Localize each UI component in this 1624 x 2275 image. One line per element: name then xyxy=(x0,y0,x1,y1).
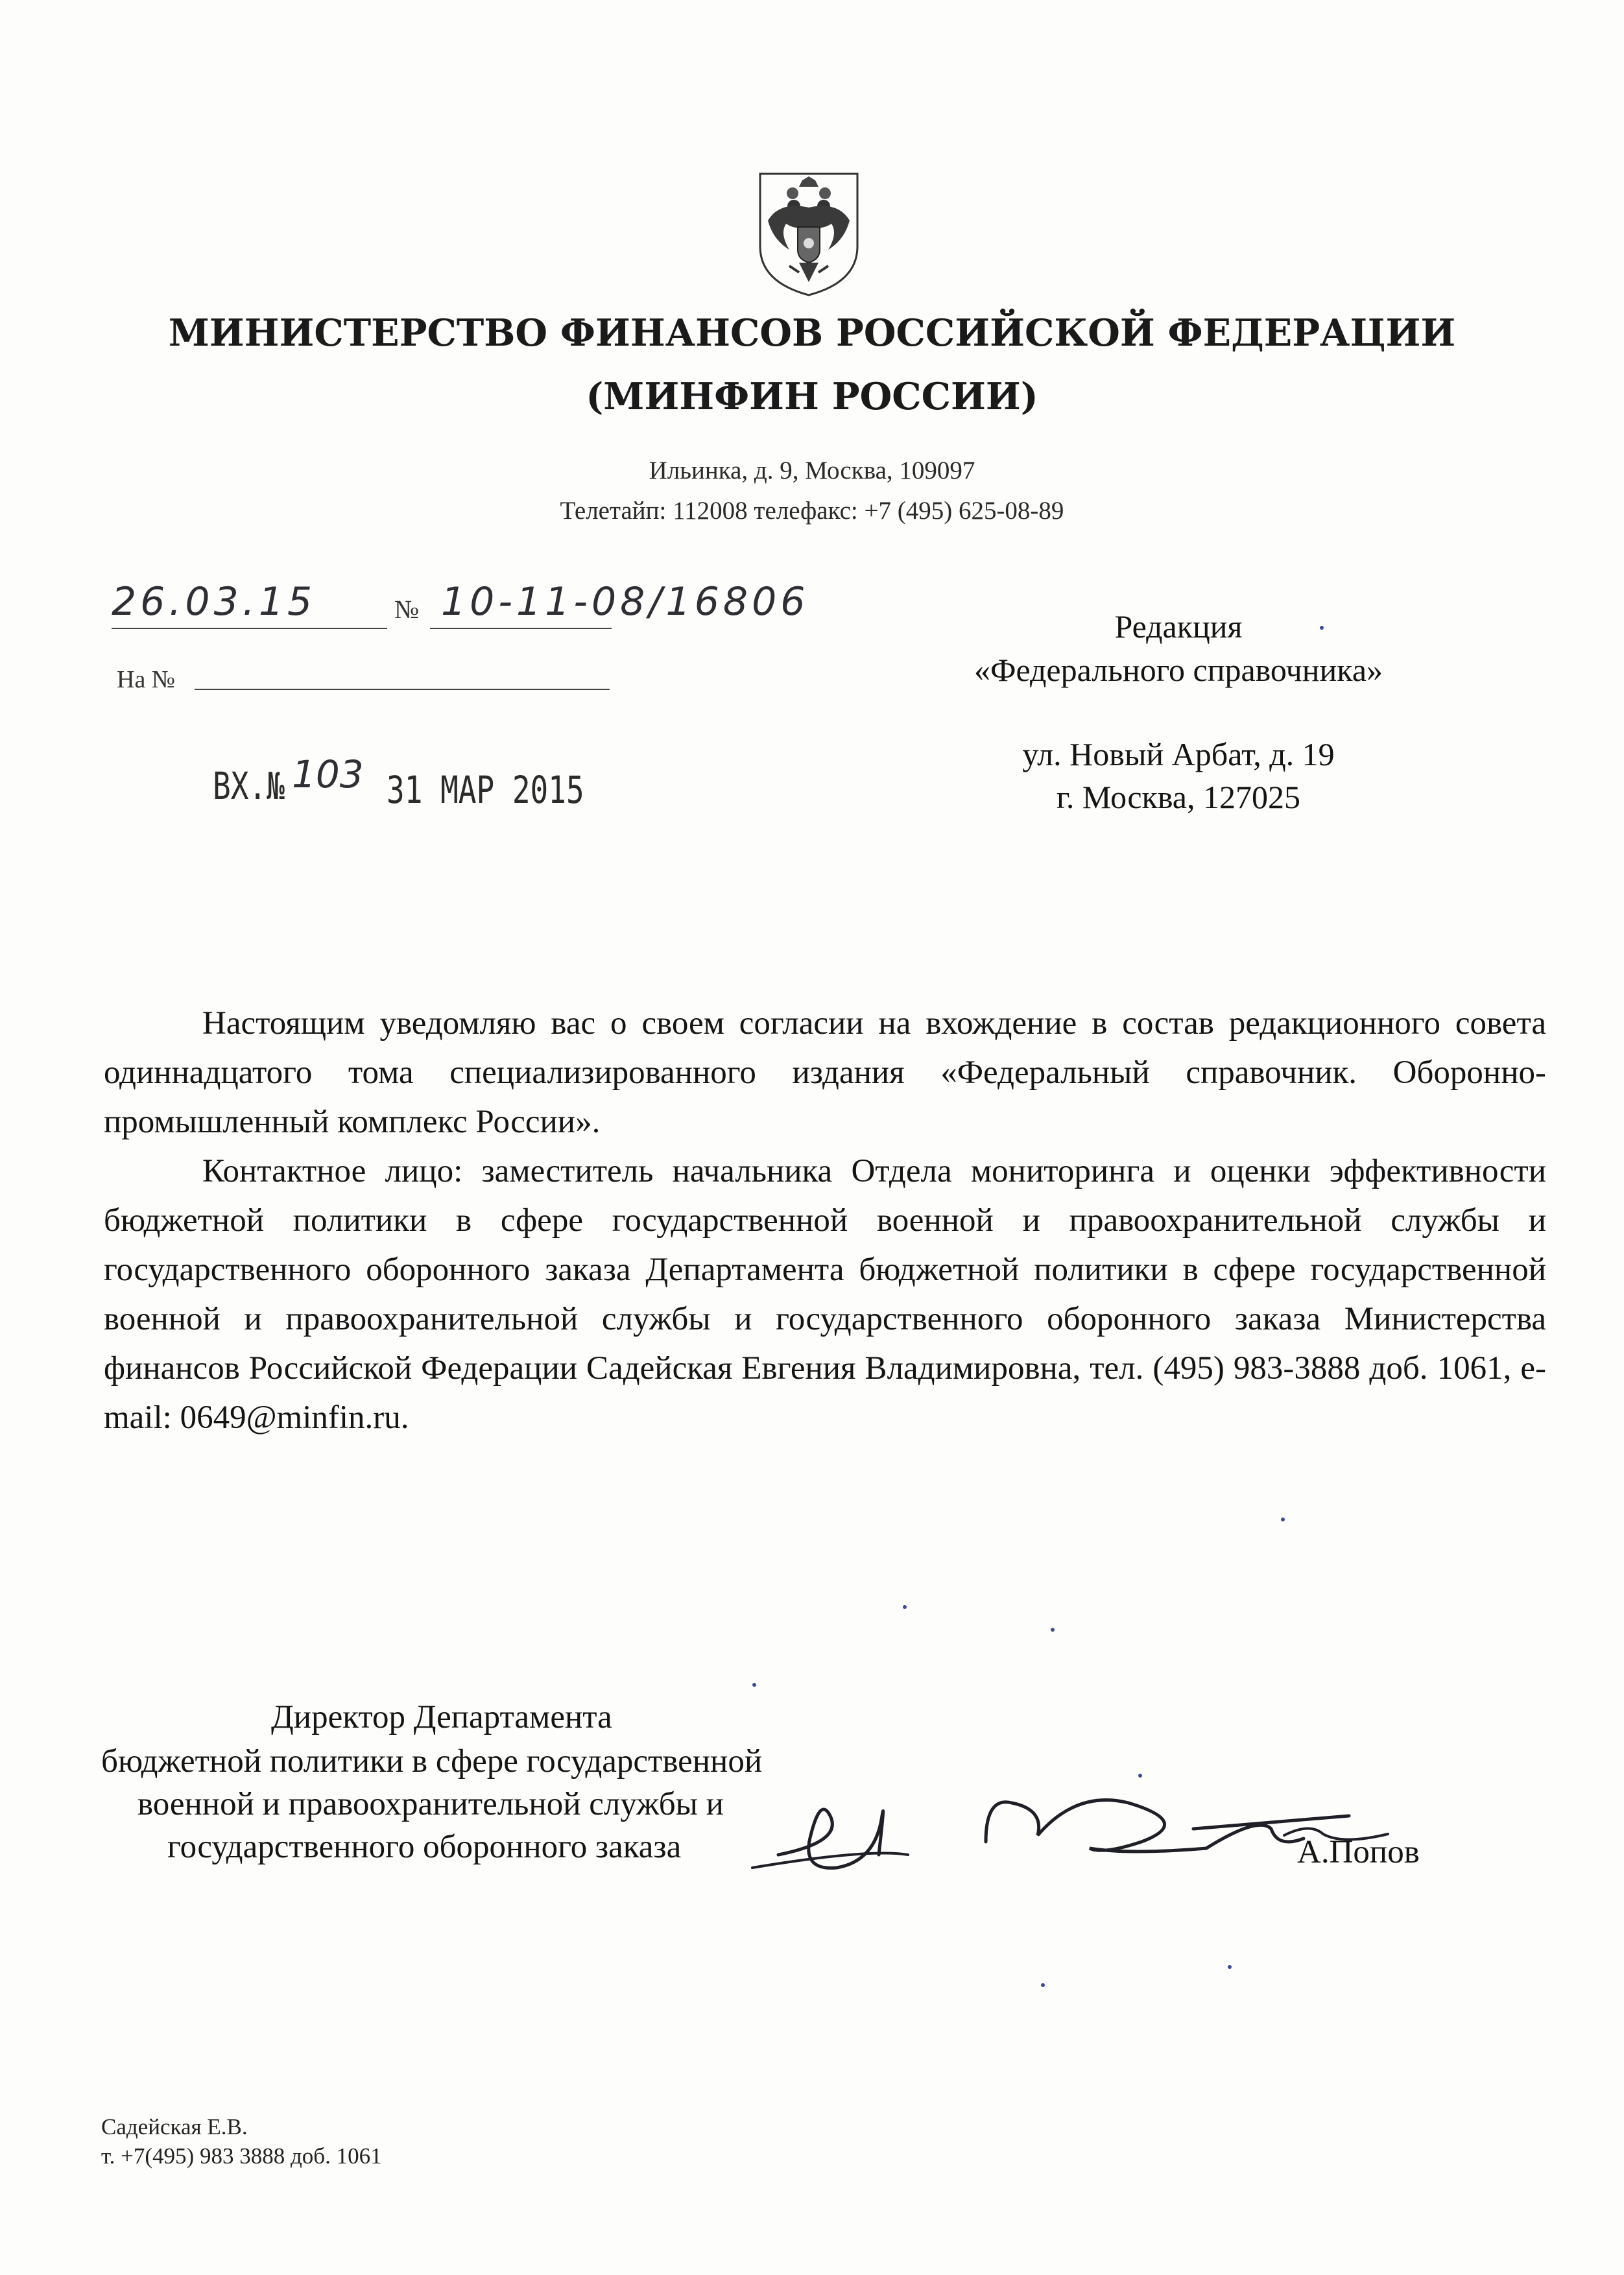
ministry-address: Ильинка, д. 9, Москва, 109097 xyxy=(649,457,975,484)
reply-to-label: На № xyxy=(117,666,176,693)
ministry-contacts: Телетайп: 112008 телефакс: +7 (495) 625-08-89 xyxy=(560,497,1064,525)
recipient-line-4: г. Москва, 127025 xyxy=(1057,779,1300,815)
body-paragraph-2 xyxy=(104,1147,1546,1442)
scan-speck xyxy=(752,1683,756,1687)
recipient-line-3: ул. Новый Арбат, д. 19 xyxy=(1022,736,1335,772)
incoming-stamp-number: 103 xyxy=(292,752,364,796)
document-date: 26.03.15 xyxy=(112,579,316,625)
signer-position-line-1: Директор Департамента xyxy=(271,1699,612,1735)
recipient-line-2: «Федерального справочника» xyxy=(973,652,1383,688)
incoming-stamp-date: 31 МАР 2015 xyxy=(387,768,584,812)
scan-speck xyxy=(1228,1965,1232,1969)
document-number: 10-11-08/16806 xyxy=(441,579,809,625)
paragraph-text: Контактное лицо: заместитель начальника Отдела мониторинга и оценки эффективности бюджетной политики в сфере государственной военной и правоохранительной службы и государственного оборонного заказа Департамента бюджетной политики в сфере государственной военной и правоохранительной службы и государственного оборонного заказа Министерства финансов Российской Федерации Садейская Евгения Владимировна, тел. (495) 983-3888 доб. 1061, e-mail: 0649@minfin.ru. xyxy=(104,1153,1546,1436)
number-underline xyxy=(430,628,612,629)
scan-speck xyxy=(1281,1518,1285,1521)
scan-speck xyxy=(903,1605,907,1609)
reply-to-underline xyxy=(195,689,610,690)
incoming-stamp-label: ВХ.№ xyxy=(213,764,285,808)
scan-speck xyxy=(1051,1628,1055,1632)
scan-speck xyxy=(1138,1774,1142,1778)
signer-position-line-4: государственного оборонного заказа xyxy=(167,1829,682,1865)
signer-position-line-2: бюджетной политики в сфере государственной xyxy=(101,1743,763,1780)
number-sign: № xyxy=(394,595,420,624)
paragraph-text: Настоящим уведомляю вас о своем согласии на вхождение в состав редакционного совета одиннадцатого тома специализированного издания «Федеральный справочник. Оборонно-промышленный комплекс России». xyxy=(104,1005,1546,1140)
signer-position-line-3: военной и правоохранительной службы и xyxy=(137,1786,724,1822)
executor-phone: т. +7(495) 983 3888 доб. 1061 xyxy=(101,2143,382,2169)
scan-speck xyxy=(1320,626,1324,630)
date-underline xyxy=(112,628,387,629)
ministry-short-title: (МИНФИН РОССИИ) xyxy=(586,375,1038,418)
ministry-title: МИНИСТЕРСТВО ФИНАНСОВ РОССИЙСКОЙ ФЕДЕРАЦИИ xyxy=(168,311,1456,355)
body-paragraph-1 xyxy=(104,999,1546,1147)
coat-of-arms-icon xyxy=(754,169,864,298)
signer-name: А.Попов xyxy=(1297,1834,1420,1870)
recipient-line-1: Редакция xyxy=(1114,608,1243,645)
executor-name: Садейская Е.В. xyxy=(101,2114,248,2139)
scan-speck xyxy=(1041,1983,1045,1987)
